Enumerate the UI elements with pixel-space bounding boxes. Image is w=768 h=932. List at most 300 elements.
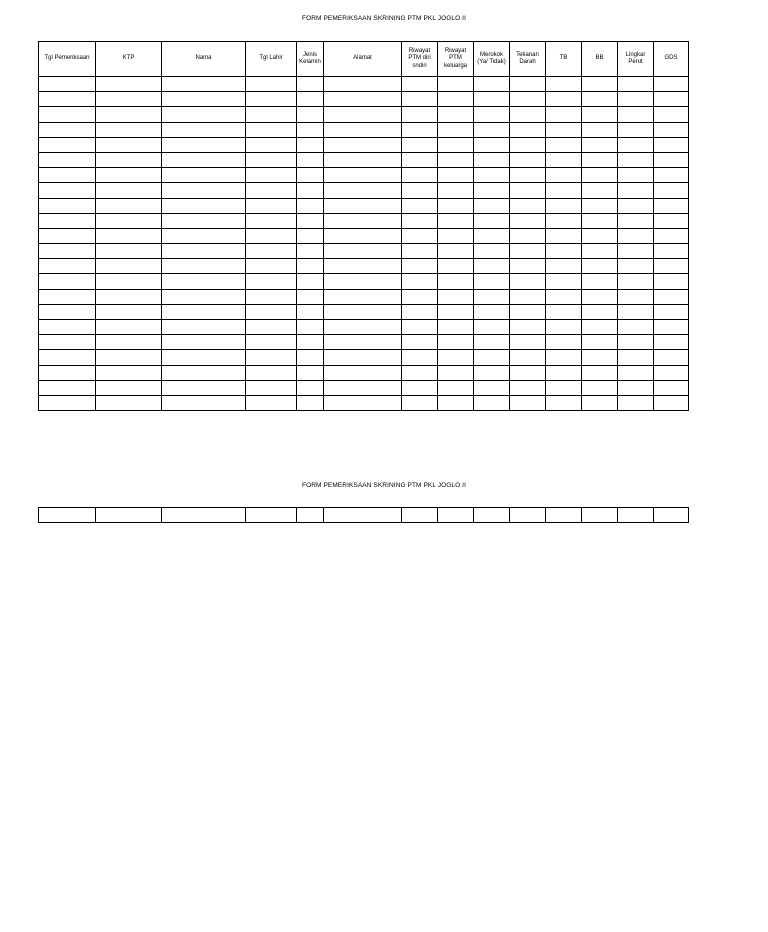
table-cell[interactable]	[297, 198, 324, 213]
table-cell[interactable]	[402, 365, 438, 380]
table-cell[interactable]	[246, 107, 297, 122]
table-cell[interactable]	[324, 152, 402, 167]
table-cell[interactable]	[402, 274, 438, 289]
table-cell[interactable]	[474, 168, 510, 183]
table-cell[interactable]	[39, 168, 96, 183]
table-cell[interactable]	[297, 304, 324, 319]
table-cell[interactable]	[246, 198, 297, 213]
table-cell[interactable]	[297, 289, 324, 304]
table-cell[interactable]	[246, 335, 297, 350]
table-cell[interactable]	[582, 107, 618, 122]
table-cell[interactable]	[438, 395, 474, 410]
table-cell[interactable]	[654, 77, 689, 92]
table-cell[interactable]	[618, 152, 654, 167]
table-cell[interactable]	[324, 168, 402, 183]
table-cell[interactable]	[546, 107, 582, 122]
table-cell[interactable]	[162, 122, 246, 137]
table-cell[interactable]	[162, 380, 246, 395]
table-cell[interactable]	[582, 320, 618, 335]
table-cell[interactable]	[618, 380, 654, 395]
table-cell[interactable]	[474, 320, 510, 335]
table-cell[interactable]	[162, 107, 246, 122]
table-cell[interactable]	[438, 350, 474, 365]
table-cell[interactable]	[246, 365, 297, 380]
table-cell[interactable]	[582, 198, 618, 213]
table-cell[interactable]	[39, 244, 96, 259]
table-cell[interactable]	[510, 350, 546, 365]
table-cell[interactable]	[96, 137, 162, 152]
table-cell[interactable]	[39, 137, 96, 152]
table-cell[interactable]	[510, 92, 546, 107]
table-cell[interactable]	[402, 107, 438, 122]
table-cell[interactable]	[438, 228, 474, 243]
table-cell[interactable]	[474, 380, 510, 395]
table-cell[interactable]	[324, 350, 402, 365]
table-cell[interactable]	[39, 183, 96, 198]
table-cell[interactable]	[618, 259, 654, 274]
table-cell[interactable]	[474, 304, 510, 319]
table-cell[interactable]	[474, 289, 510, 304]
table-cell[interactable]	[297, 274, 324, 289]
table-cell[interactable]	[438, 274, 474, 289]
table-cell[interactable]	[96, 228, 162, 243]
table-cell[interactable]	[297, 320, 324, 335]
table-cell[interactable]	[324, 259, 402, 274]
table-cell[interactable]	[324, 365, 402, 380]
table-cell[interactable]	[96, 107, 162, 122]
table-cell[interactable]	[39, 395, 96, 410]
table-cell[interactable]	[324, 228, 402, 243]
table-cell[interactable]	[402, 304, 438, 319]
table-cell[interactable]	[39, 380, 96, 395]
table-cell[interactable]	[324, 77, 402, 92]
table-cell[interactable]	[324, 213, 402, 228]
table-cell[interactable]	[654, 92, 689, 107]
table-cell[interactable]	[474, 122, 510, 137]
table-cell[interactable]	[618, 168, 654, 183]
table-cell[interactable]	[546, 350, 582, 365]
table-cell[interactable]	[39, 320, 96, 335]
table-cell[interactable]	[297, 365, 324, 380]
table-cell[interactable]	[582, 335, 618, 350]
table-cell[interactable]	[546, 320, 582, 335]
table-cell[interactable]	[618, 198, 654, 213]
table-cell[interactable]	[474, 244, 510, 259]
table-cell[interactable]	[654, 244, 689, 259]
table-cell[interactable]	[39, 228, 96, 243]
table-cell[interactable]	[510, 274, 546, 289]
table-cell[interactable]	[474, 350, 510, 365]
table-cell[interactable]	[474, 508, 510, 523]
table-cell[interactable]	[618, 350, 654, 365]
table-cell[interactable]	[246, 244, 297, 259]
table-cell[interactable]	[510, 198, 546, 213]
table-cell[interactable]	[474, 137, 510, 152]
table-cell[interactable]	[402, 508, 438, 523]
table-cell[interactable]	[402, 380, 438, 395]
table-cell[interactable]	[297, 380, 324, 395]
table-cell[interactable]	[297, 228, 324, 243]
table-cell[interactable]	[510, 380, 546, 395]
table-cell[interactable]	[297, 122, 324, 137]
table-cell[interactable]	[654, 168, 689, 183]
table-cell[interactable]	[96, 213, 162, 228]
table-cell[interactable]	[324, 320, 402, 335]
table-cell[interactable]	[246, 92, 297, 107]
table-cell[interactable]	[618, 122, 654, 137]
table-cell[interactable]	[438, 508, 474, 523]
table-cell[interactable]	[618, 289, 654, 304]
table-cell[interactable]	[654, 183, 689, 198]
table-cell[interactable]	[438, 289, 474, 304]
table-cell[interactable]	[654, 289, 689, 304]
table-cell[interactable]	[510, 137, 546, 152]
table-cell[interactable]	[510, 213, 546, 228]
table-cell[interactable]	[162, 92, 246, 107]
table-cell[interactable]	[96, 198, 162, 213]
table-cell[interactable]	[438, 304, 474, 319]
table-cell[interactable]	[324, 274, 402, 289]
table-cell[interactable]	[246, 320, 297, 335]
table-cell[interactable]	[324, 244, 402, 259]
table-cell[interactable]	[246, 304, 297, 319]
table-cell[interactable]	[324, 122, 402, 137]
table-cell[interactable]	[474, 152, 510, 167]
table-cell[interactable]	[654, 107, 689, 122]
table-cell[interactable]	[618, 77, 654, 92]
table-cell[interactable]	[654, 213, 689, 228]
table-cell[interactable]	[324, 107, 402, 122]
table-cell[interactable]	[618, 213, 654, 228]
table-cell[interactable]	[438, 213, 474, 228]
table-cell[interactable]	[654, 198, 689, 213]
table-cell[interactable]	[618, 365, 654, 380]
table-cell[interactable]	[297, 107, 324, 122]
table-cell[interactable]	[510, 289, 546, 304]
table-cell[interactable]	[96, 380, 162, 395]
table-cell[interactable]	[618, 244, 654, 259]
table-cell[interactable]	[297, 259, 324, 274]
table-cell[interactable]	[474, 198, 510, 213]
table-cell[interactable]	[162, 304, 246, 319]
table-cell[interactable]	[402, 92, 438, 107]
table-cell[interactable]	[162, 395, 246, 410]
table-cell[interactable]	[297, 152, 324, 167]
table-cell[interactable]	[297, 244, 324, 259]
table-cell[interactable]	[402, 244, 438, 259]
table-cell[interactable]	[297, 137, 324, 152]
table-cell[interactable]	[654, 395, 689, 410]
table-cell[interactable]	[510, 152, 546, 167]
table-cell[interactable]	[582, 508, 618, 523]
table-cell[interactable]	[438, 259, 474, 274]
table-cell[interactable]	[582, 259, 618, 274]
table-cell[interactable]	[654, 259, 689, 274]
table-cell[interactable]	[246, 508, 297, 523]
table-cell[interactable]	[162, 274, 246, 289]
table-cell[interactable]	[297, 183, 324, 198]
table-cell[interactable]	[546, 183, 582, 198]
table-cell[interactable]	[402, 395, 438, 410]
table-cell[interactable]	[582, 122, 618, 137]
table-cell[interactable]	[438, 183, 474, 198]
table-cell[interactable]	[618, 304, 654, 319]
table-cell[interactable]	[474, 77, 510, 92]
table-cell[interactable]	[474, 274, 510, 289]
table-cell[interactable]	[162, 320, 246, 335]
table-cell[interactable]	[618, 274, 654, 289]
table-cell[interactable]	[246, 380, 297, 395]
table-cell[interactable]	[402, 228, 438, 243]
table-cell[interactable]	[162, 198, 246, 213]
table-cell[interactable]	[324, 508, 402, 523]
table-cell[interactable]	[96, 365, 162, 380]
table-cell[interactable]	[39, 304, 96, 319]
table-cell[interactable]	[654, 350, 689, 365]
table-cell[interactable]	[510, 122, 546, 137]
table-cell[interactable]	[96, 350, 162, 365]
table-cell[interactable]	[39, 122, 96, 137]
table-cell[interactable]	[438, 198, 474, 213]
table-cell[interactable]	[582, 274, 618, 289]
table-cell[interactable]	[246, 168, 297, 183]
table-cell[interactable]	[546, 289, 582, 304]
table-cell[interactable]	[324, 183, 402, 198]
table-cell[interactable]	[546, 137, 582, 152]
table-cell[interactable]	[438, 77, 474, 92]
table-cell[interactable]	[546, 228, 582, 243]
table-cell[interactable]	[618, 228, 654, 243]
table-cell[interactable]	[39, 259, 96, 274]
table-cell[interactable]	[39, 508, 96, 523]
table-cell[interactable]	[654, 152, 689, 167]
table-cell[interactable]	[297, 350, 324, 365]
table-cell[interactable]	[546, 395, 582, 410]
table-cell[interactable]	[162, 508, 246, 523]
table-cell[interactable]	[162, 77, 246, 92]
table-cell[interactable]	[438, 380, 474, 395]
table-cell[interactable]	[582, 77, 618, 92]
table-cell[interactable]	[39, 289, 96, 304]
table-cell[interactable]	[39, 152, 96, 167]
table-cell[interactable]	[438, 320, 474, 335]
table-cell[interactable]	[402, 77, 438, 92]
table-cell[interactable]	[96, 92, 162, 107]
table-cell[interactable]	[246, 395, 297, 410]
table-cell[interactable]	[654, 137, 689, 152]
table-cell[interactable]	[402, 122, 438, 137]
table-cell[interactable]	[438, 92, 474, 107]
table-cell[interactable]	[474, 213, 510, 228]
table-cell[interactable]	[618, 137, 654, 152]
table-cell[interactable]	[162, 259, 246, 274]
table-cell[interactable]	[438, 335, 474, 350]
table-cell[interactable]	[510, 320, 546, 335]
table-cell[interactable]	[474, 228, 510, 243]
table-cell[interactable]	[96, 395, 162, 410]
table-cell[interactable]	[96, 304, 162, 319]
table-cell[interactable]	[39, 350, 96, 365]
table-cell[interactable]	[510, 77, 546, 92]
table-cell[interactable]	[402, 183, 438, 198]
table-cell[interactable]	[324, 395, 402, 410]
table-cell[interactable]	[582, 304, 618, 319]
table-cell[interactable]	[246, 350, 297, 365]
table-cell[interactable]	[654, 304, 689, 319]
table-cell[interactable]	[438, 152, 474, 167]
table-cell[interactable]	[546, 365, 582, 380]
table-cell[interactable]	[402, 335, 438, 350]
table-cell[interactable]	[546, 380, 582, 395]
table-cell[interactable]	[582, 168, 618, 183]
table-cell[interactable]	[582, 395, 618, 410]
table-cell[interactable]	[297, 77, 324, 92]
table-cell[interactable]	[402, 350, 438, 365]
table-cell[interactable]	[654, 228, 689, 243]
table-cell[interactable]	[297, 213, 324, 228]
table-cell[interactable]	[96, 335, 162, 350]
table-cell[interactable]	[96, 274, 162, 289]
table-cell[interactable]	[39, 335, 96, 350]
table-cell[interactable]	[39, 274, 96, 289]
table-cell[interactable]	[246, 259, 297, 274]
table-cell[interactable]	[402, 213, 438, 228]
table-cell[interactable]	[246, 137, 297, 152]
table-cell[interactable]	[654, 122, 689, 137]
table-cell[interactable]	[510, 259, 546, 274]
table-cell[interactable]	[582, 244, 618, 259]
table-cell[interactable]	[546, 259, 582, 274]
table-cell[interactable]	[618, 107, 654, 122]
table-cell[interactable]	[510, 395, 546, 410]
table-cell[interactable]	[654, 320, 689, 335]
table-cell[interactable]	[297, 335, 324, 350]
table-cell[interactable]	[162, 137, 246, 152]
table-cell[interactable]	[402, 168, 438, 183]
table-cell[interactable]	[510, 228, 546, 243]
table-cell[interactable]	[297, 168, 324, 183]
table-cell[interactable]	[546, 122, 582, 137]
table-cell[interactable]	[582, 92, 618, 107]
table-cell[interactable]	[246, 274, 297, 289]
table-cell[interactable]	[582, 152, 618, 167]
table-cell[interactable]	[324, 335, 402, 350]
table-cell[interactable]	[582, 365, 618, 380]
table-cell[interactable]	[474, 92, 510, 107]
table-cell[interactable]	[96, 168, 162, 183]
table-cell[interactable]	[474, 335, 510, 350]
table-cell[interactable]	[324, 289, 402, 304]
table-cell[interactable]	[618, 508, 654, 523]
table-cell[interactable]	[438, 137, 474, 152]
table-cell[interactable]	[162, 350, 246, 365]
table-cell[interactable]	[582, 137, 618, 152]
table-cell[interactable]	[546, 168, 582, 183]
table-cell[interactable]	[510, 244, 546, 259]
table-cell[interactable]	[39, 213, 96, 228]
table-cell[interactable]	[96, 122, 162, 137]
table-cell[interactable]	[582, 289, 618, 304]
table-cell[interactable]	[39, 107, 96, 122]
table-cell[interactable]	[582, 350, 618, 365]
table-cell[interactable]	[39, 365, 96, 380]
table-cell[interactable]	[402, 320, 438, 335]
table-cell[interactable]	[546, 274, 582, 289]
table-cell[interactable]	[162, 228, 246, 243]
table-cell[interactable]	[654, 335, 689, 350]
table-cell[interactable]	[546, 213, 582, 228]
table-cell[interactable]	[654, 508, 689, 523]
table-cell[interactable]	[438, 244, 474, 259]
table-cell[interactable]	[618, 335, 654, 350]
table-cell[interactable]	[324, 304, 402, 319]
table-cell[interactable]	[474, 395, 510, 410]
table-cell[interactable]	[96, 320, 162, 335]
table-cell[interactable]	[546, 77, 582, 92]
table-cell[interactable]	[96, 152, 162, 167]
table-cell[interactable]	[162, 289, 246, 304]
table-cell[interactable]	[546, 244, 582, 259]
table-cell[interactable]	[474, 365, 510, 380]
table-cell[interactable]	[546, 198, 582, 213]
table-cell[interactable]	[474, 107, 510, 122]
table-cell[interactable]	[510, 107, 546, 122]
table-cell[interactable]	[618, 395, 654, 410]
table-cell[interactable]	[618, 183, 654, 198]
table-cell[interactable]	[654, 274, 689, 289]
table-cell[interactable]	[438, 122, 474, 137]
table-cell[interactable]	[324, 137, 402, 152]
table-cell[interactable]	[96, 289, 162, 304]
table-cell[interactable]	[510, 508, 546, 523]
table-cell[interactable]	[438, 107, 474, 122]
table-cell[interactable]	[402, 137, 438, 152]
table-cell[interactable]	[438, 168, 474, 183]
table-cell[interactable]	[510, 168, 546, 183]
table-cell[interactable]	[582, 183, 618, 198]
table-cell[interactable]	[96, 183, 162, 198]
table-cell[interactable]	[246, 152, 297, 167]
table-cell[interactable]	[324, 380, 402, 395]
table-cell[interactable]	[96, 259, 162, 274]
table-cell[interactable]	[246, 228, 297, 243]
table-cell[interactable]	[474, 259, 510, 274]
table-cell[interactable]	[582, 380, 618, 395]
table-cell[interactable]	[39, 92, 96, 107]
table-cell[interactable]	[654, 380, 689, 395]
table-cell[interactable]	[510, 365, 546, 380]
table-cell[interactable]	[39, 77, 96, 92]
table-cell[interactable]	[162, 152, 246, 167]
table-cell[interactable]	[297, 92, 324, 107]
table-cell[interactable]	[162, 183, 246, 198]
table-cell[interactable]	[546, 92, 582, 107]
table-cell[interactable]	[618, 320, 654, 335]
table-cell[interactable]	[402, 259, 438, 274]
table-cell[interactable]	[546, 508, 582, 523]
table-cell[interactable]	[96, 508, 162, 523]
table-cell[interactable]	[297, 395, 324, 410]
table-cell[interactable]	[162, 168, 246, 183]
table-cell[interactable]	[96, 244, 162, 259]
table-cell[interactable]	[510, 304, 546, 319]
table-cell[interactable]	[246, 77, 297, 92]
table-cell[interactable]	[246, 183, 297, 198]
table-cell[interactable]	[246, 122, 297, 137]
table-cell[interactable]	[582, 228, 618, 243]
table-cell[interactable]	[162, 244, 246, 259]
table-cell[interactable]	[39, 198, 96, 213]
